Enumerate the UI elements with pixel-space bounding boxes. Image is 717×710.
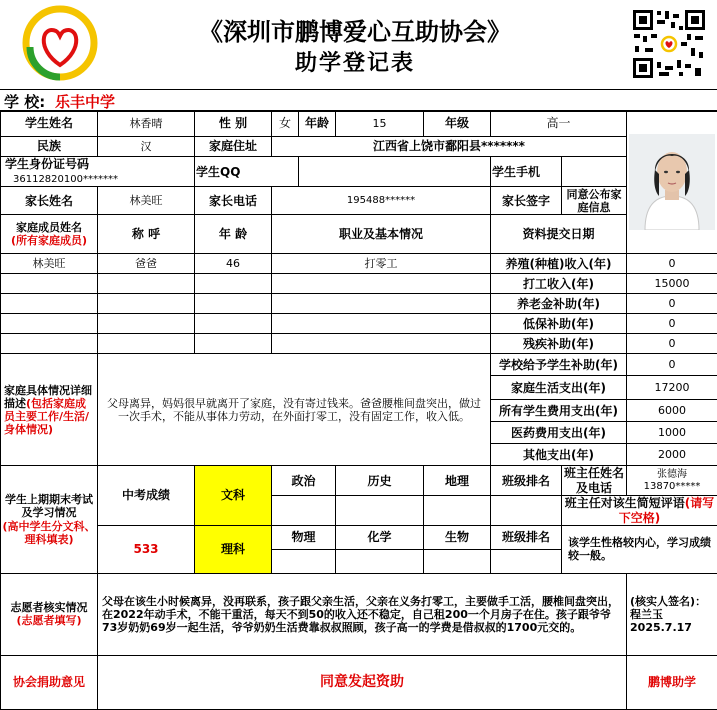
age-label: 年龄 — [299, 111, 336, 137]
finance-label-living: 家庭生活支出(年) — [491, 376, 627, 400]
entrance-score-label: 中考成绩 — [98, 466, 195, 526]
parent-name-label: 家长姓名 — [1, 187, 98, 215]
finance-value-pension[interactable]: 0 — [627, 294, 717, 314]
member-name[interactable] — [1, 334, 98, 354]
submit-date-label: 资料提交日期 — [491, 215, 627, 254]
header — [0, 0, 717, 88]
science-rank[interactable] — [491, 549, 562, 573]
subject-chemistry: 化学 — [336, 525, 424, 549]
member-age[interactable] — [195, 334, 272, 354]
form-subtitle: 助学登记表 — [150, 46, 560, 77]
opinion-label: 协会捐助意见 — [1, 655, 98, 709]
brand-label: 鹏博助学 — [627, 655, 717, 709]
member-relation[interactable]: 爸爸 — [98, 254, 195, 274]
subject-history: 历史 — [336, 466, 424, 496]
qr-code — [631, 8, 707, 80]
form-title: 《深圳市鹏博爱心互助协会》 — [150, 12, 560, 47]
address-label: 家庭住址 — [195, 137, 272, 157]
subject-physics: 物理 — [272, 525, 336, 549]
finance-label-education: 所有学生费用支出(年) — [491, 400, 627, 422]
opinion-text[interactable]: 同意发起资助 — [98, 655, 627, 709]
school-name: 乐丰中学 — [55, 91, 115, 112]
student-photo — [629, 134, 715, 230]
finance-label-school-subsidy: 学校给予学生补助(年) — [491, 354, 627, 376]
student-qq-value[interactable] — [299, 157, 491, 187]
biology-score[interactable] — [424, 549, 491, 573]
finance-value-education[interactable]: 6000 — [627, 400, 717, 422]
member-name[interactable] — [1, 274, 98, 294]
verifier-info[interactable] — [627, 573, 717, 655]
ethnicity-label: 民族 — [1, 137, 98, 157]
finance-value-wages[interactable]: 15000 — [627, 274, 717, 294]
subject-politics: 政治 — [272, 466, 336, 496]
finance-value-medical[interactable]: 1000 — [627, 422, 717, 444]
finance-value-living[interactable]: 17200 — [627, 376, 717, 400]
member-age[interactable] — [195, 314, 272, 334]
arts-rank[interactable] — [491, 496, 562, 526]
family-description-text[interactable]: 父母离异，妈妈很早就离开了家庭，没有寄过钱来。爸爸腰椎间盘突出，做过一次手术，不能从事体力劳动，在外面打零工，没有固定工作，收入低。 — [98, 354, 491, 466]
relation-header: 称 呼 — [98, 215, 195, 254]
address-value[interactable]: 江西省上饶市鄱阳县******* — [272, 137, 627, 157]
occupation-header: 职业及基本情况 — [272, 215, 491, 254]
member-name[interactable] — [1, 294, 98, 314]
gender-value[interactable]: 女 — [272, 111, 299, 137]
family-description-label: 家庭具体情况详细描述(包括家庭成员主要工作/生活/身体情况) — [1, 354, 98, 466]
finance-label-medical: 医药费用支出(年) — [491, 422, 627, 444]
grade-label: 年级 — [424, 111, 491, 137]
id-number-label: 学生身份证号码 36112820100******* — [1, 157, 195, 187]
finance-value-subsistence[interactable]: 0 — [627, 314, 717, 334]
ethnicity-value[interactable]: 汉 — [98, 137, 195, 157]
grade-value[interactable]: 高一 — [491, 111, 627, 137]
member-age[interactable]: 46 — [195, 254, 272, 274]
member-relation[interactable] — [98, 314, 195, 334]
arts-track-label: 文科 — [195, 466, 272, 526]
geography-score[interactable] — [424, 496, 491, 526]
registration-form — [0, 110, 717, 710]
finance-value-disability[interactable]: 0 — [627, 334, 717, 354]
finance-label-disability: 残疾补助(年) — [491, 334, 627, 354]
member-occupation[interactable] — [272, 294, 491, 314]
member-relation[interactable] — [98, 294, 195, 314]
publish-consent[interactable]: 同意公布家庭信息 — [562, 187, 627, 215]
teacher-phone: 13870***** — [628, 481, 716, 493]
teacher-name: 张德海 — [628, 469, 716, 481]
member-age[interactable] — [195, 274, 272, 294]
verifier-name: (核实人签名)：程兰玉 — [630, 595, 716, 621]
teacher-comment-text[interactable]: 该学生性格较内心，学习成绩较一般。 — [562, 525, 717, 573]
teacher-comment-label: 班主任对该生简短评语(请写下空格) — [562, 496, 717, 526]
school-row — [0, 89, 717, 112]
student-phone-label: 学生手机 — [491, 157, 562, 187]
finance-label-wages: 打工收入(年) — [491, 274, 627, 294]
school-label: 学 校: — [4, 91, 45, 112]
exam-info-label: 学生上期期末考试及学习情况 (高中学生分文科、理科填表) — [1, 466, 98, 574]
member-relation[interactable] — [98, 274, 195, 294]
science-rank-label: 班级排名 — [491, 525, 562, 549]
politics-score[interactable] — [272, 496, 336, 526]
student-name-value[interactable]: 林香晴 — [98, 111, 195, 137]
member-occupation[interactable]: 打零工 — [272, 254, 491, 274]
volunteer-label: 志愿者核实情况 (志愿者填写) — [1, 573, 98, 655]
science-track-label: 理科 — [195, 525, 272, 573]
parent-phone-label: 家长电话 — [195, 187, 272, 215]
finance-value-other[interactable]: 2000 — [627, 444, 717, 466]
student-qq-label: 学生QQ — [195, 157, 299, 187]
age-value[interactable]: 15 — [336, 111, 424, 137]
family-members-header: 家庭成员姓名 (所有家庭成员) — [1, 215, 98, 254]
id-number-value[interactable]: 36112820100******* — [13, 174, 118, 185]
teacher-contact[interactable] — [627, 466, 717, 496]
finance-value-school-subsidy[interactable]: 0 — [627, 354, 717, 376]
member-relation[interactable] — [98, 334, 195, 354]
subject-geography: 地理 — [424, 466, 491, 496]
finance-label-subsistence: 低保补助(年) — [491, 314, 627, 334]
entrance-score-value[interactable]: 533 — [98, 525, 195, 573]
finance-label-other: 其他支出(年) — [491, 444, 627, 466]
member-age-header: 年 龄 — [195, 215, 272, 254]
verifier-date: 2025.7.17 — [630, 621, 716, 634]
member-name[interactable]: 林美旺 — [1, 254, 98, 274]
volunteer-text[interactable]: 父母在该生小时候离异，没再联系，孩子跟父亲生活，父亲在义务打零工，主要做手工活，腰椎间盘突出，在2022年动手术，不能干重活，每天不到50的收入还不稳定，自己租200一个月房子在住。孩子跟爷爷73岁奶奶69岁一起生活，爷爷奶奶生活费靠叔叔照顾，孩子高一的学费是借叔叔的1700元交的。 — [98, 573, 627, 655]
member-age[interactable] — [195, 294, 272, 314]
member-occupation[interactable] — [272, 274, 491, 294]
member-occupation[interactable] — [272, 334, 491, 354]
parent-name-value[interactable]: 林美旺 — [98, 187, 195, 215]
student-name-label: 学生姓名 — [1, 111, 98, 137]
finance-label-pension: 养老金补助(年) — [491, 294, 627, 314]
gender-label: 性 别 — [195, 111, 272, 137]
student-phone-value[interactable] — [562, 157, 627, 187]
subject-biology: 生物 — [424, 525, 491, 549]
parent-sign-label: 家长签字 — [491, 187, 562, 215]
chemistry-score[interactable] — [336, 549, 424, 573]
class-rank-label: 班级排名 — [491, 466, 562, 496]
parent-phone-value[interactable]: 195488****** — [272, 187, 491, 215]
physics-score[interactable] — [272, 549, 336, 573]
finance-value-breeding[interactable]: 0 — [627, 254, 717, 274]
finance-label-breeding: 养殖(种植)收入(年) — [491, 254, 627, 274]
member-occupation[interactable] — [272, 314, 491, 334]
student-photo-cell — [627, 111, 717, 254]
history-score[interactable] — [336, 496, 424, 526]
association-logo — [22, 5, 98, 81]
teacher-label: 班主任姓名及电话 — [562, 466, 627, 496]
member-name[interactable] — [1, 314, 98, 334]
